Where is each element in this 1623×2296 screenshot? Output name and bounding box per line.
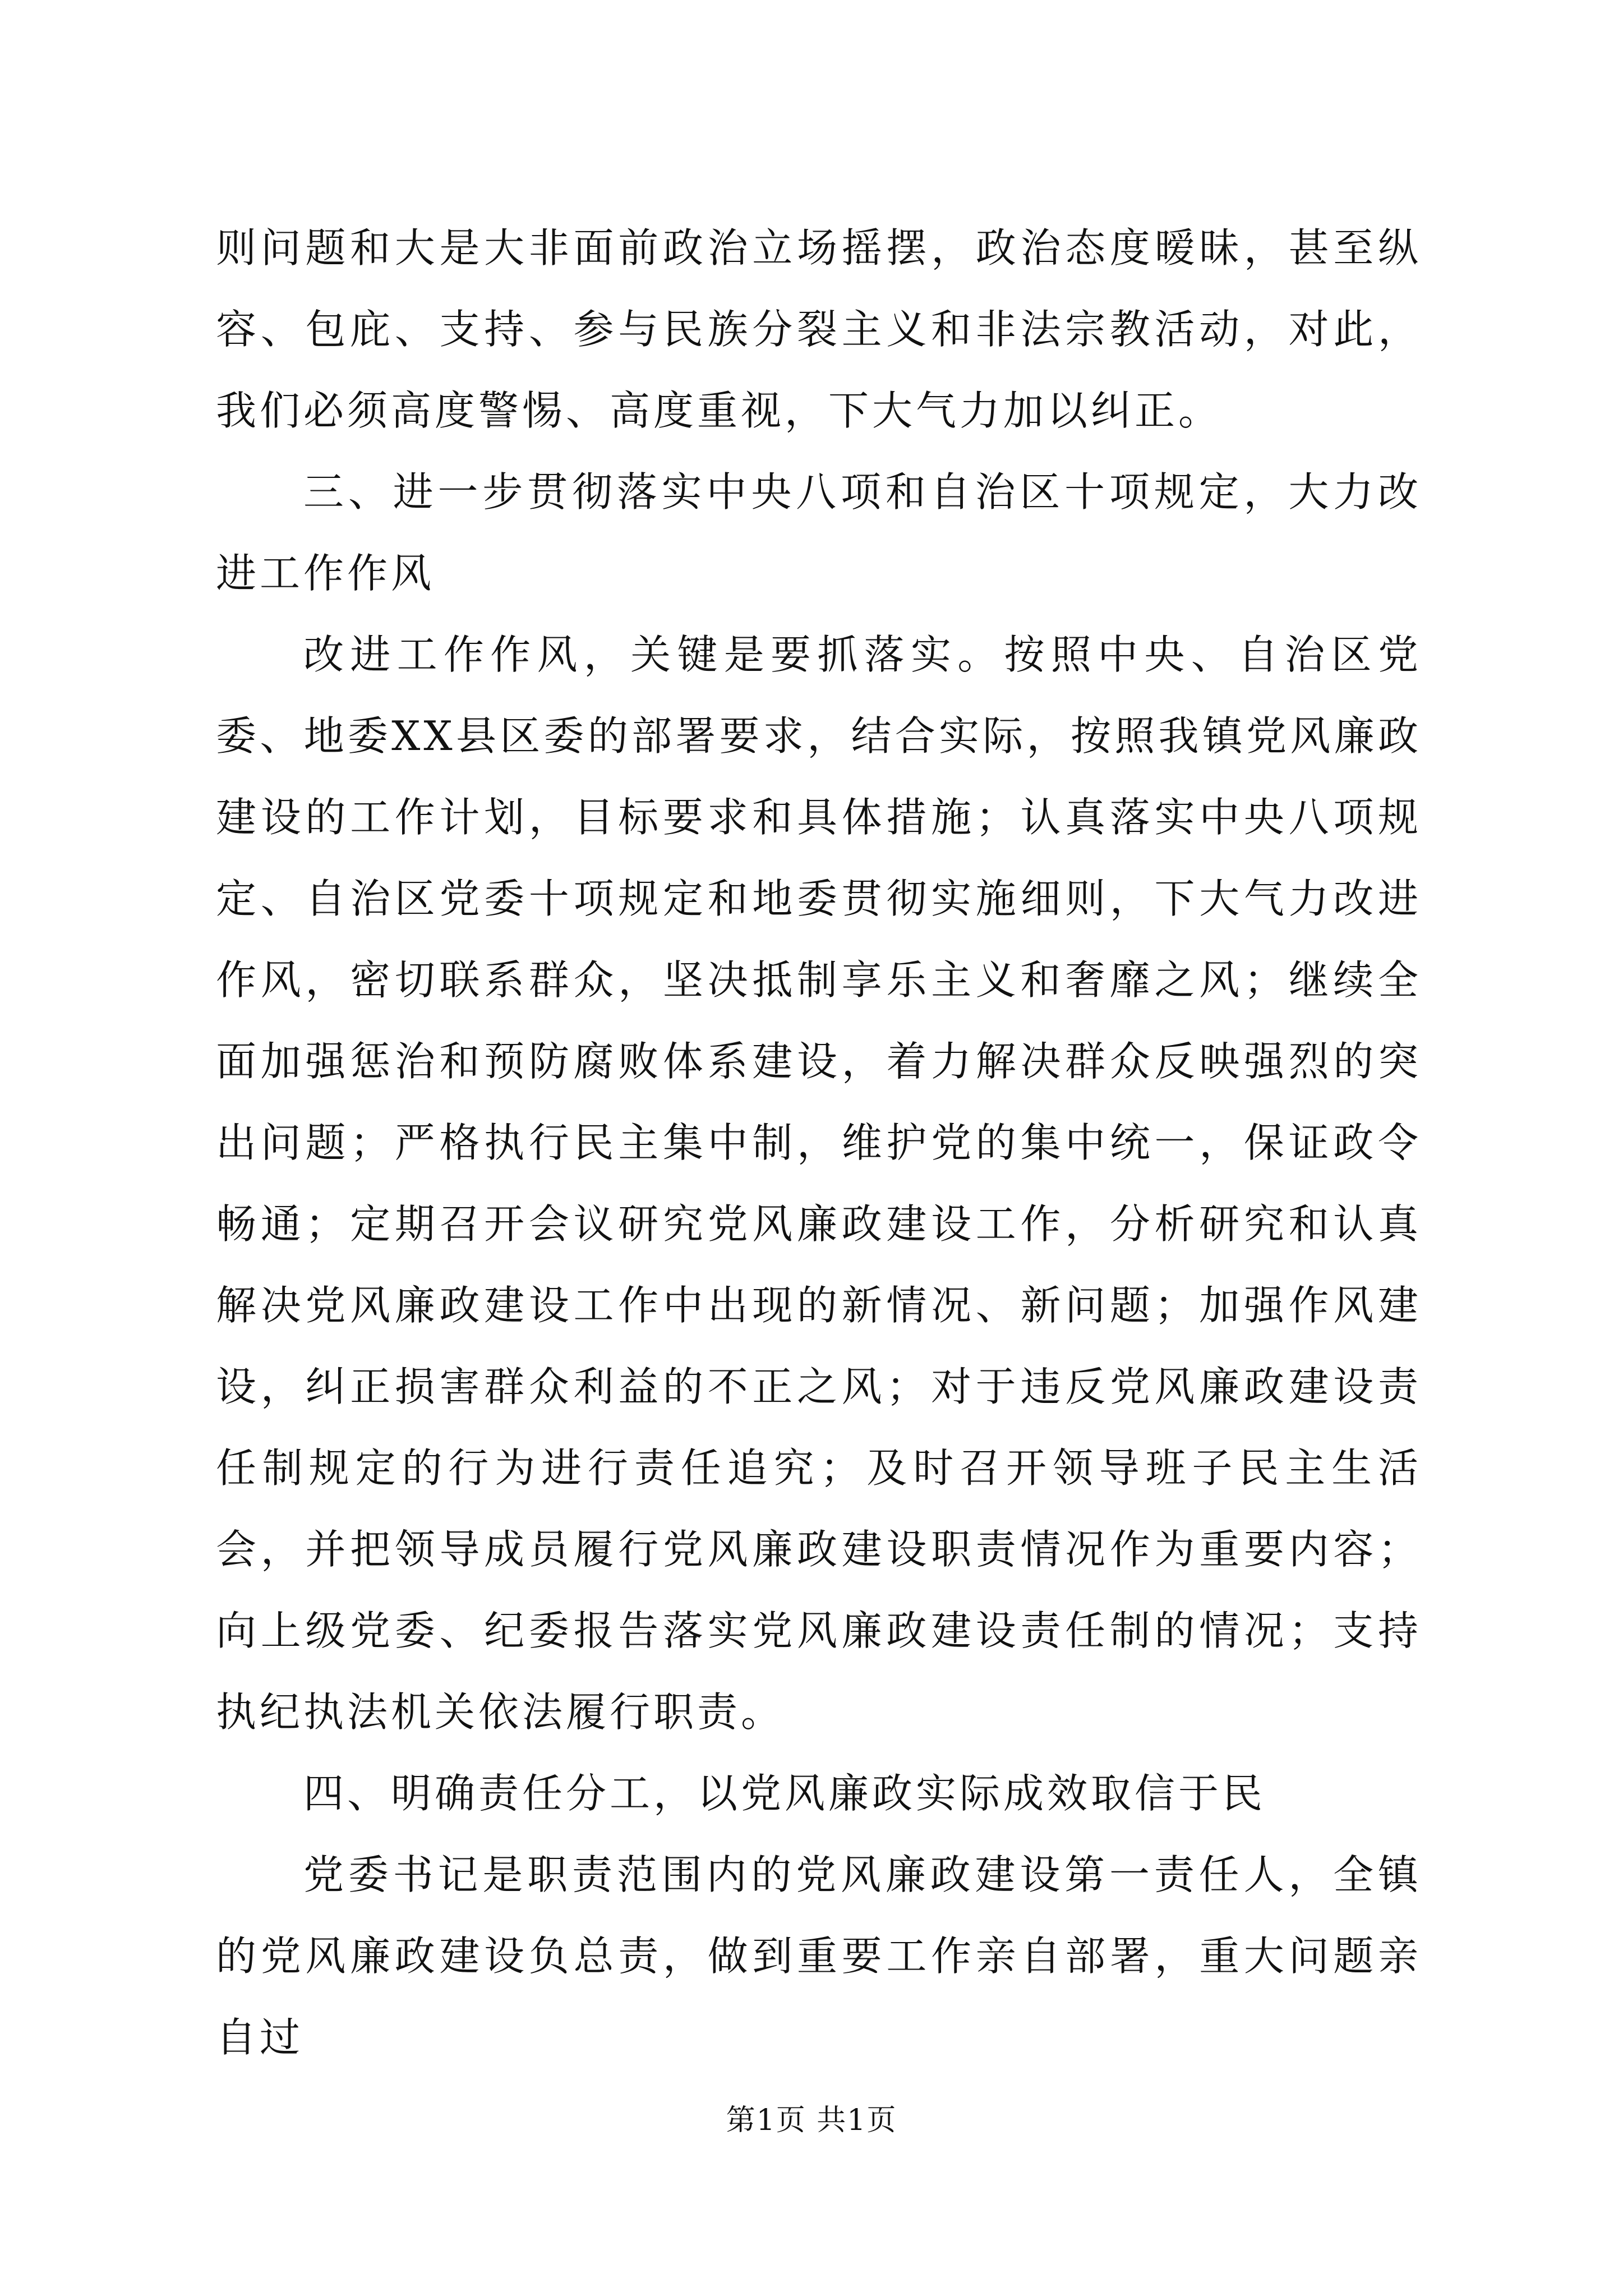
paragraph-work-style: 改进工作作风，关键是要抓落实。按照中央、自治区党委、地委XX县区委的部署要求，结合实际，按照我镇党风廉政建设的工作计划，目标要求和具体措施；认真落实中央八项规定、自治区党委十项规定和地委贯彻实施细则，下大气力改进作风，密切联系群众，坚决抵制享乐主义和奢靡之风；继续全面加强惩治和预防腐败体系建设，着力解决群众反映强烈的突出问题；严格执行民主集中制，维护党的集中统一，保证政令畅通；定期召开会议研究党风廉政建设工作，分析研究和认真解决党风廉政建设工作中出现的新情况、新问题；加强作风建设，纠正损害群众利益的不正之风；对于违反党风廉政建设责任制规定的行为进行责任追究；及时召开领导班子民主生活会，并把领导成员履行党风廉政建设职责情况作为重要内容；向上级党委、纪委报告落实党风廉政建设责任制的情况；支持执纪执法机关依法履行职责。 xyxy=(216,631,1422,1736)
document-body xyxy=(216,208,1422,2078)
page-footer: 第1页 共1页 xyxy=(726,2104,897,2137)
paragraph-continuation: 则问题和大是大非面前政治立场摇摆，政治态度暧昧，甚至纵容、包庇、支持、参与民族分裂主义和非法宗教活动，对此，我们必须高度警惕、高度重视，下大气力加以纠正。 xyxy=(216,224,1422,434)
section-heading-3: 三、进一步贯彻落实中央八项和自治区十项规定，大力改进工作作风 xyxy=(216,468,1422,597)
paragraph-responsibility: 党委书记是职责范围内的党风廉政建设第一责任人，全镇的党风廉政建设负总责，做到重要工作亲自部署，重大问题亲自过 xyxy=(216,1851,1422,2061)
section-heading-4: 四、明确责任分工，以党风廉政实际成效取信于民 xyxy=(303,1770,1266,1817)
